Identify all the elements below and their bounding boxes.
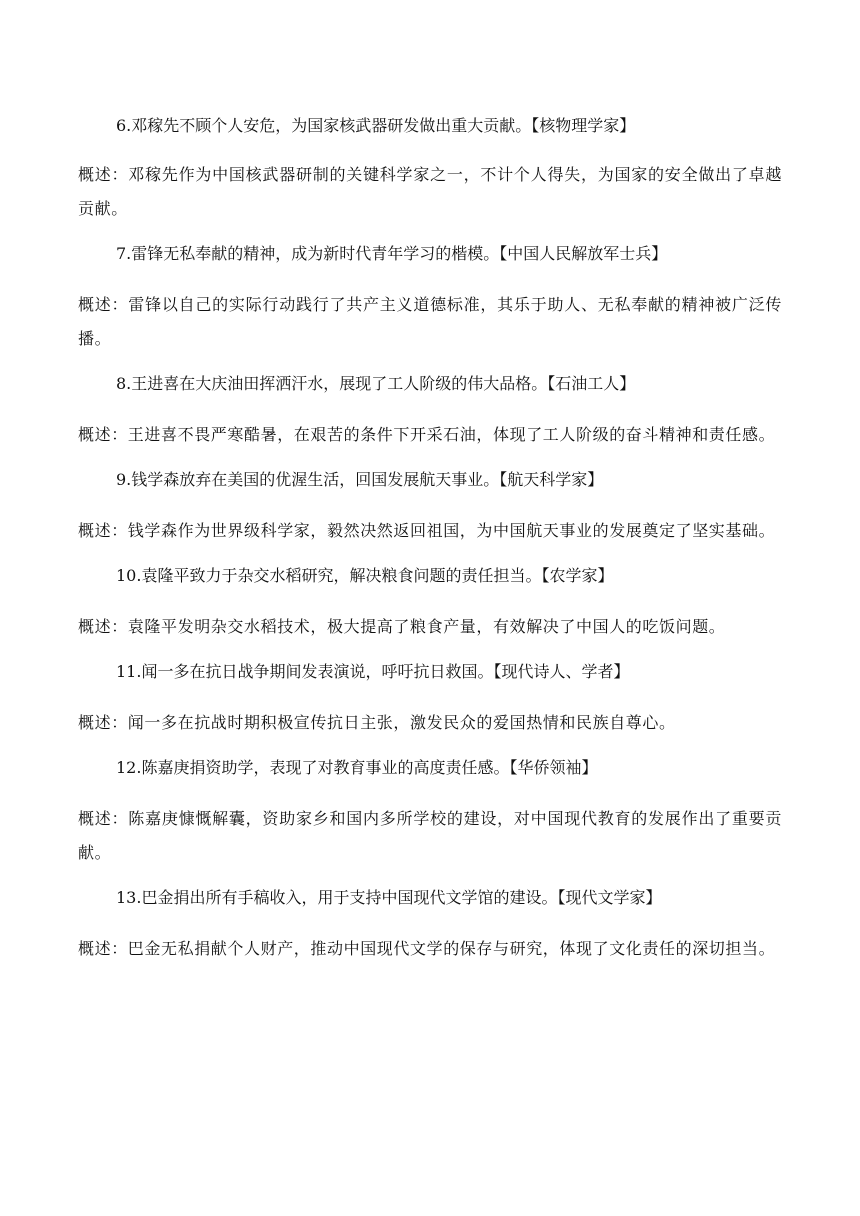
entry-12	[78, 756, 782, 870]
entry-heading: 10.袁隆平致力于杂交水稻研究，解决粮食问题的责任担当。【农学家】	[116, 566, 614, 585]
entry-summary: 概述：王进喜不畏严寒酷暑，在艰苦的条件下开采石油，体现了工人阶级的奋斗精神和责任感。	[78, 425, 776, 444]
entry-heading: 7.雷锋无私奉献的精神，成为新时代青年学习的楷模。【中国人民解放军士兵】	[116, 244, 668, 263]
entry-summary: 概述：巴金无私捐献个人财产，推动中国现代文学的保存与研究，体现了文化责任的深切担当。	[78, 939, 776, 958]
entry-summary: 概述：袁隆平发明杂交水稻技术，极大提高了粮食产量，有效解决了中国人的吃饭问题。	[78, 617, 726, 636]
entry-summary: 概述：闻一多在抗战时期积极宣传抗日主张，激发民众的爱国热情和民族自尊心。	[78, 713, 676, 732]
entry-8	[78, 372, 782, 452]
entry-heading: 6.邓稼先不顾个人安危，为国家核武器研发做出重大贡献。【核物理学家】	[116, 116, 636, 135]
entry-13	[78, 886, 782, 966]
entry-heading: 13.巴金捐出所有手稿收入，用于支持中国现代文学馆的建设。【现代文学家】	[116, 888, 662, 907]
entry-heading: 9.钱学森放弃在美国的优渥生活，回国发展航天事业。【航天科学家】	[116, 470, 604, 489]
entry-11	[78, 660, 782, 740]
entry-heading: 8.王进喜在大庆油田挥洒汗水，展现了工人阶级的伟大品格。【石油工人】	[116, 374, 636, 393]
entry-7	[78, 242, 782, 356]
entry-heading: 12.陈嘉庚捐资助学，表现了对教育事业的高度责任感。【华侨领袖】	[116, 758, 598, 777]
entry-heading: 11.闻一多在抗日战争期间发表演说，呼吁抗日救国。【现代诗人、学者】	[116, 662, 630, 681]
entry-summary: 概述：钱学森作为世界级科学家，毅然决然返回祖国，为中国航天事业的发展奠定了坚实基础。	[78, 521, 776, 540]
entry-9	[78, 468, 782, 548]
entry-summary: 概述：陈嘉庚慷慨解囊，资助家乡和国内多所学校的建设，对中国现代教育的发展作出了重要贡献。	[78, 809, 782, 862]
entry-10	[78, 564, 782, 644]
entry-6	[78, 114, 782, 226]
entry-summary: 概述：雷锋以自己的实际行动践行了共产主义道德标准，其乐于助人、无私奉献的精神被广泛传播。	[78, 295, 782, 348]
entry-summary: 概述：邓稼先作为中国核武器研制的关键科学家之一，不计个人得失，为国家的安全做出了卓越贡献。	[78, 165, 782, 218]
